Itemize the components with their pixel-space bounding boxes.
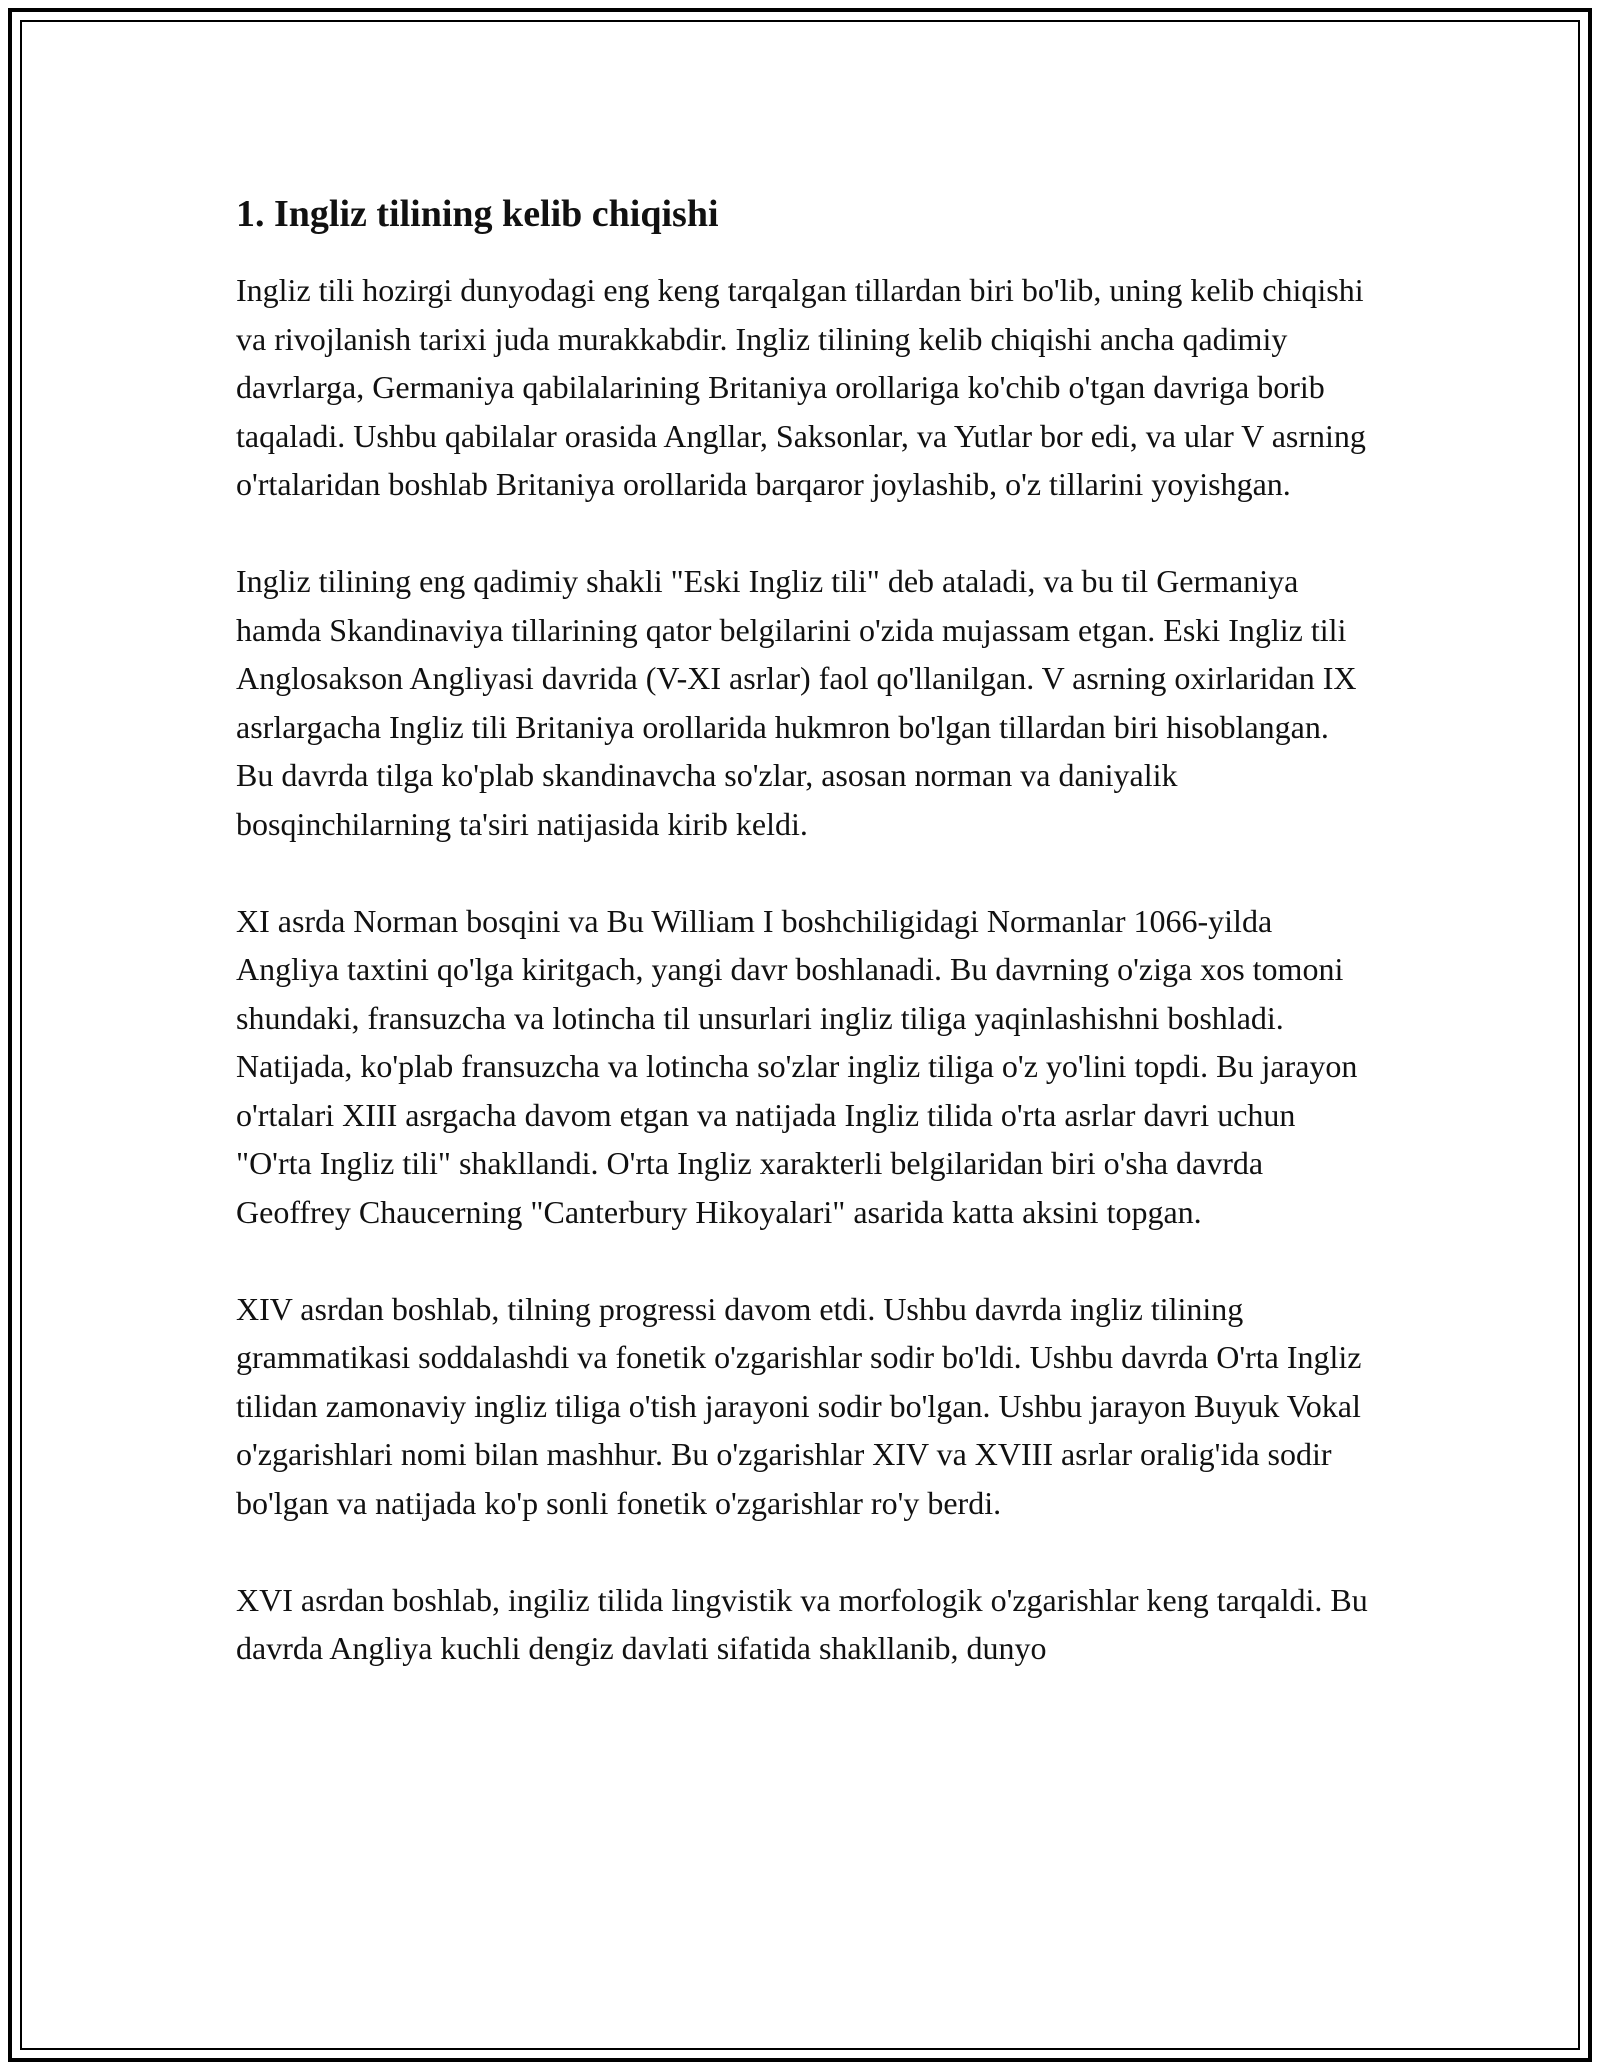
paragraph-middle-english: XI asrda Norman bosqini va Bu William I boshchiligidagi Normanlar 1066-yilda Angliya taxtini qo'lga kiritgach, yangi davr boshlanadi. Bu davrning o'ziga xos tomoni shundaki, fransuzcha va lotincha til unsurlari ingliz tiliga yaqinlashishni boshladi. Natijada, ko'plab fransuzcha va lotincha so'zlar ingliz tiliga o'z yo'lini topdi. Bu jarayon o'rtalari XIII asrgacha davom etgan va natijada Ingliz tilida o'rta asrlar davri uchun "O'rta Ingliz tili" shakllandi. O'rta Ingliz xarakterli belgilaridan biri o'sha davrda Geoffrey Chaucerning "Canterbury Hikoyalari" asarida katta aksini topgan.	[236, 902, 1358, 1230]
paragraph-sixteenth-century: XVI asrdan boshlab, ingiliz tilida lingvistik va morfologik o'zgarishlar keng tarqaldi. Bu davrda Angliya kuchli dengiz davlati sifatida shakllanib, dunyo	[236, 1581, 1368, 1666]
paragraph-old-english: Ingliz tilining eng qadimiy shakli "Eski Ingliz tili" deb ataladi, va bu til Germaniya hamda Skandinaviya tillarining qator belgilarini o'zida mujassam etgan. Eski Ingliz tili Anglosakson Angliyasi davrida (V-XI asrlar) faol qo'llanilgan. V asrning oxirlaridan IX asrlargacha Ingliz tili Britaniya orollarida hukmron bo'lgan tillardan biri hisoblangan. Bu davrda tilga ko'plab skandinavcha so'zlar, asosan norman va daniyalik bosqinchilarning ta'siri natijasida kirib keldi.	[236, 563, 1357, 842]
document-body	[236, 190, 1372, 1721]
section-heading: 1. Ingliz tilining kelib chiqishi	[236, 193, 719, 235]
paragraph-great-vowel-shift: XIV asrdan boshlab, tilning progressi davom etdi. Ushbu davrda ingliz tilining grammatikasi soddalashdi va fonetik o'zgarishlar sodir bo'ldi. Ushbu davrda O'rta Ingliz tilidan zamonaviy ingliz tiliga o'tish jarayoni sodir bo'lgan. Ushbu jarayon Buyuk Vokal o'zgarishlari nomi bilan mashhur. Bu o'zgarishlar XIV va XVIII asrlar oralig'ida sodir bo'lgan va natijada ko'p sonli fonetik o'zgarishlar ro'y berdi.	[236, 1290, 1362, 1521]
paragraph-origin: Ingliz tili hozirgi dunyodagi eng keng tarqalgan tillardan biri bo'lib, uning kelib chiqishi va rivojlanish tarixi juda murakkabdir. Ingliz tilining kelib chiqishi ancha qadimiy davrlarga, Germaniya qabilalarining Britaniya orollariga ko'chib o'tgan davriga borib taqaladi. Ushbu qabilalar orasida Angllar, Saksonlar, va Yutlar bor edi, va ular V asrning o'rtalaridan boshlab Britaniya orollarida barqaror joylashib, o'z tillarini yoyishgan.	[236, 272, 1366, 502]
